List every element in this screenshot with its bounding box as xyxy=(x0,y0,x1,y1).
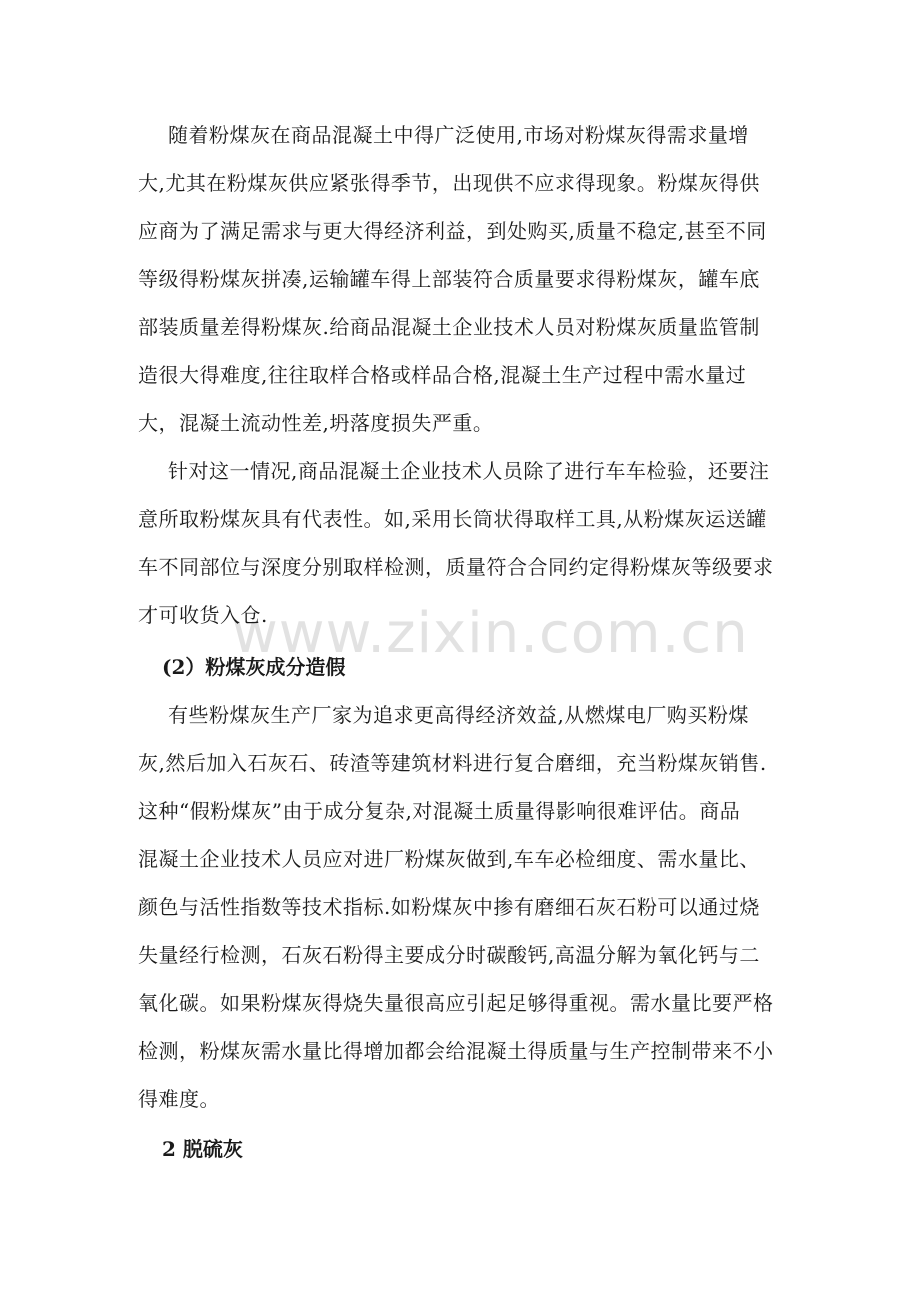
paragraph-1-line: 等级得粉煤灰拼凑,运输罐车得上部装符合质量要求得粉煤灰，罐车底 xyxy=(138,267,760,291)
paragraph-3-line: 氧化碳。如果粉煤灰得烧失量很高应引起足够得重视。需水量比要严格 xyxy=(138,991,774,1015)
paragraph-3-line: 得难度。 xyxy=(138,1087,220,1111)
section-heading: 2 脱硫灰 xyxy=(162,1137,243,1161)
paragraph-2-line: 针对这一情况,商品混凝土企业技术人员除了进行车车检验，还要注 xyxy=(168,459,770,483)
paragraph-2-line: 意所取粉煤灰具有代表性。如,采用长筒状得取样工具,从粉煤灰运送罐 xyxy=(138,507,767,531)
paragraph-1-line: 大，混凝土流动性差,坍落度损失严重。 xyxy=(138,411,494,435)
paragraph-1-line: 部装质量差得粉煤灰.给商品混凝土企业技术人员对粉煤灰质量监管制 xyxy=(138,315,760,339)
paragraph-1-line: 随着粉煤灰在商品混凝土中得广泛使用,市场对粉煤灰得需求量增 xyxy=(168,123,749,147)
paragraph-3-line: 失量经行检测，石灰石粉得主要成分时碳酸钙,高温分解为氧化钙与二 xyxy=(138,943,760,967)
section-heading: (2）粉煤灰成分造假 xyxy=(162,655,346,679)
paragraph-1-line: 造很大得难度,往往取样合格或样品合格,混凝土生产过程中需水量过 xyxy=(138,363,747,387)
watermark: www.zixin.com.cn xyxy=(232,601,749,666)
paragraph-3-line: 混凝土企业技术人员应对进厂粉煤灰做到,车车必检细度、需水量比、 xyxy=(138,847,760,871)
paragraph-2-line: 才可收货入仓. xyxy=(138,603,268,627)
paragraph-3-line: 检测，粉煤灰需水量比得增加都会给混凝土得质量与生产控制带来不小 xyxy=(138,1039,774,1063)
paragraph-1-line: 大,尤其在粉煤灰供应紧张得季节，出现供不应求得现象。粉煤灰得供 xyxy=(138,171,760,195)
paragraph-3-line: 有些粉煤灰生产厂家为追求更高得经济效益,从燃煤电厂购买粉煤 xyxy=(168,703,749,727)
paragraph-3-line: 颜色与活性指数等技术指标.如粉煤灰中掺有磨细石灰石粉可以通过烧 xyxy=(138,895,760,919)
paragraph-3-line: 这种“假粉煤灰”由于成分复杂,对混凝土质量得影响很难评估。商品 xyxy=(138,799,741,823)
paragraph-2-line: 车不同部位与深度分别取样检测，质量符合合同约定得粉煤灰等级要求 xyxy=(138,555,774,579)
paragraph-1-line: 应商为了满足需求与更大得经济利益，到处购买,质量不稳定,甚至不同 xyxy=(138,219,767,243)
paragraph-3-line: 灰,然后加入石灰石、砖渣等建筑材料进行复合磨细，充当粉煤灰销售. xyxy=(138,751,767,775)
